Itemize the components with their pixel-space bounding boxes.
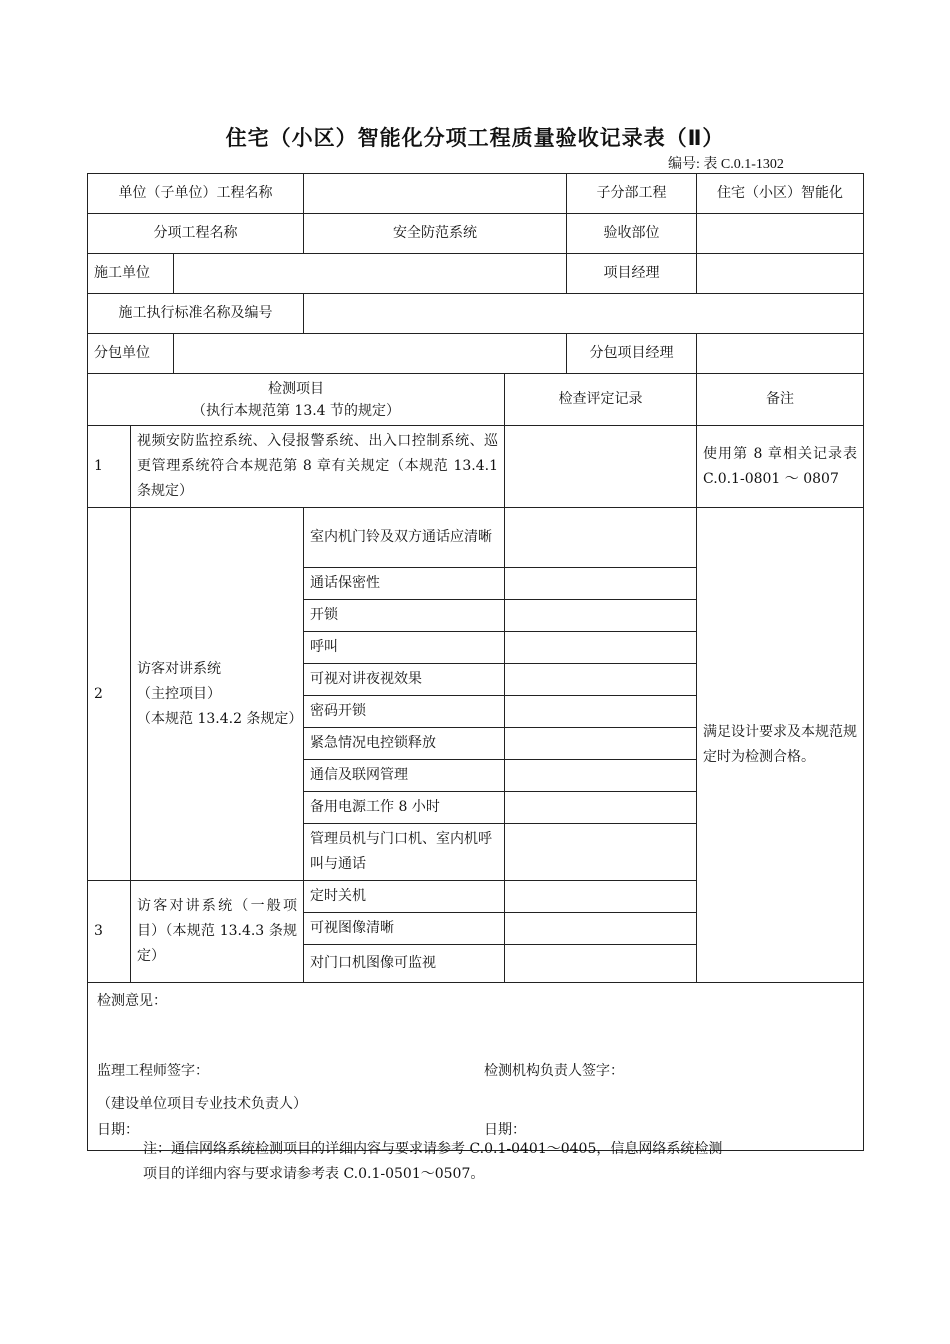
constructor-label: 施工单位 bbox=[88, 254, 174, 294]
check-item: 呼叫 bbox=[304, 632, 505, 664]
owner-label: （建设单位项目专业技术负责人） bbox=[97, 1096, 307, 1112]
opinion-label: 检测意见： bbox=[97, 993, 167, 1009]
check-record[interactable] bbox=[505, 728, 697, 760]
check-item: 备用电源工作 8 小时 bbox=[304, 792, 505, 824]
check-record[interactable] bbox=[505, 881, 697, 913]
common-remark: 满足设计要求及本规范规定时为检测合格。 bbox=[697, 508, 864, 983]
column-items-note: （执行本规范第 13.4 节的规定） bbox=[191, 402, 401, 419]
check-item: 定时关机 bbox=[304, 881, 505, 913]
check-record[interactable] bbox=[505, 632, 697, 664]
unit-value[interactable] bbox=[304, 174, 567, 214]
row-1-record[interactable] bbox=[505, 426, 697, 508]
row-3-number: 3 bbox=[88, 881, 131, 983]
footnote-line-2: 项目的详细内容与要求请参考表 C.0.1-0501～0507。 bbox=[143, 1166, 485, 1182]
check-item: 通话保密性 bbox=[304, 568, 505, 600]
row-2-number: 2 bbox=[88, 508, 131, 881]
check-item: 可视对讲夜视效果 bbox=[304, 664, 505, 696]
check-record[interactable] bbox=[505, 696, 697, 728]
check-record[interactable] bbox=[505, 568, 697, 600]
supervisor-signature-label: 监理工程师签字： bbox=[97, 1063, 209, 1079]
check-item: 开锁 bbox=[304, 600, 505, 632]
standard-value[interactable] bbox=[304, 294, 864, 334]
check-record[interactable] bbox=[505, 945, 697, 983]
form-title: 住宅（小区）智能化分项工程质量验收记录表（Ⅱ） bbox=[225, 126, 725, 150]
signature-block bbox=[88, 983, 864, 1151]
sub-division-label: 子分部工程 bbox=[567, 174, 697, 214]
check-item: 紧急情况电控锁释放 bbox=[304, 728, 505, 760]
constructor-value[interactable] bbox=[174, 254, 567, 294]
date-label-right: 日期： bbox=[484, 1122, 526, 1138]
row-3-group: 访客对讲系统（一般项目）（本规范 13.4.3 条规定） bbox=[131, 881, 304, 983]
check-record[interactable] bbox=[505, 664, 697, 696]
row-1-remark: 使用第 8 章相关记录表 C.0.1-0801 ～ 0807 bbox=[697, 426, 864, 508]
subcontractor-value[interactable] bbox=[174, 334, 567, 374]
row-2-group-line3: （本规范 13.4.2 条规定） bbox=[137, 710, 303, 727]
form-code: 编号: 表 C.0.1-1302 bbox=[668, 157, 784, 172]
item-name-value: 安全防范系统 bbox=[304, 214, 567, 254]
check-record[interactable] bbox=[505, 913, 697, 945]
pm-value[interactable] bbox=[697, 254, 864, 294]
unit-label: 单位（子单位）工程名称 bbox=[88, 174, 304, 214]
column-items-title: 检测项目 bbox=[268, 380, 325, 397]
footnote bbox=[143, 1137, 823, 1187]
pm-label: 项目经理 bbox=[567, 254, 697, 294]
check-record[interactable] bbox=[505, 824, 697, 881]
standard-label: 施工执行标准名称及编号 bbox=[88, 294, 304, 334]
check-item: 可视图像清晰 bbox=[304, 913, 505, 945]
sub-division-value: 住宅（小区）智能化 bbox=[697, 174, 864, 214]
item-name-label: 分项工程名称 bbox=[88, 214, 304, 254]
subcontractor-label: 分包单位 bbox=[88, 334, 174, 374]
row-1-content: 视频安防监控系统、入侵报警系统、出入口控制系统、巡更管理系统符合本规范第 8 章有关规定（本规范 13.4.1 条规定） bbox=[131, 426, 505, 508]
check-item: 管理员机与门口机、室内机呼叫与通话 bbox=[304, 824, 505, 881]
check-item: 对门口机图像可监视 bbox=[304, 945, 505, 983]
row-1-number: 1 bbox=[88, 426, 131, 508]
row-2-group-line2: （主控项目） bbox=[137, 685, 221, 702]
date-label-left: 日期： bbox=[97, 1122, 139, 1138]
check-item: 室内机门铃及双方通话应清晰 bbox=[304, 508, 505, 568]
check-item: 通信及联网管理 bbox=[304, 760, 505, 792]
check-record[interactable] bbox=[505, 508, 697, 568]
row-2-group bbox=[131, 508, 304, 881]
column-record-header: 检查评定记录 bbox=[505, 374, 697, 426]
footnote-line-1: 注：通信网络系统检测项目的详细内容与要求请参考 C.0.1-0401～0405，信息网络系统检测 bbox=[143, 1141, 723, 1157]
sub-pm-label: 分包项目经理 bbox=[567, 334, 697, 374]
check-record[interactable] bbox=[505, 600, 697, 632]
acceptance-part-value[interactable] bbox=[697, 214, 864, 254]
check-record[interactable] bbox=[505, 760, 697, 792]
acceptance-record-table bbox=[87, 173, 864, 1151]
inspector-signature-label: 检测机构负责人签字： bbox=[484, 1063, 624, 1079]
sub-pm-value[interactable] bbox=[697, 334, 864, 374]
column-remark-header: 备注 bbox=[697, 374, 864, 426]
check-record[interactable] bbox=[505, 792, 697, 824]
check-item: 密码开锁 bbox=[304, 696, 505, 728]
column-items-header bbox=[88, 374, 505, 426]
acceptance-part-label: 验收部位 bbox=[567, 214, 697, 254]
row-2-group-line1: 访客对讲系统 bbox=[137, 660, 221, 677]
